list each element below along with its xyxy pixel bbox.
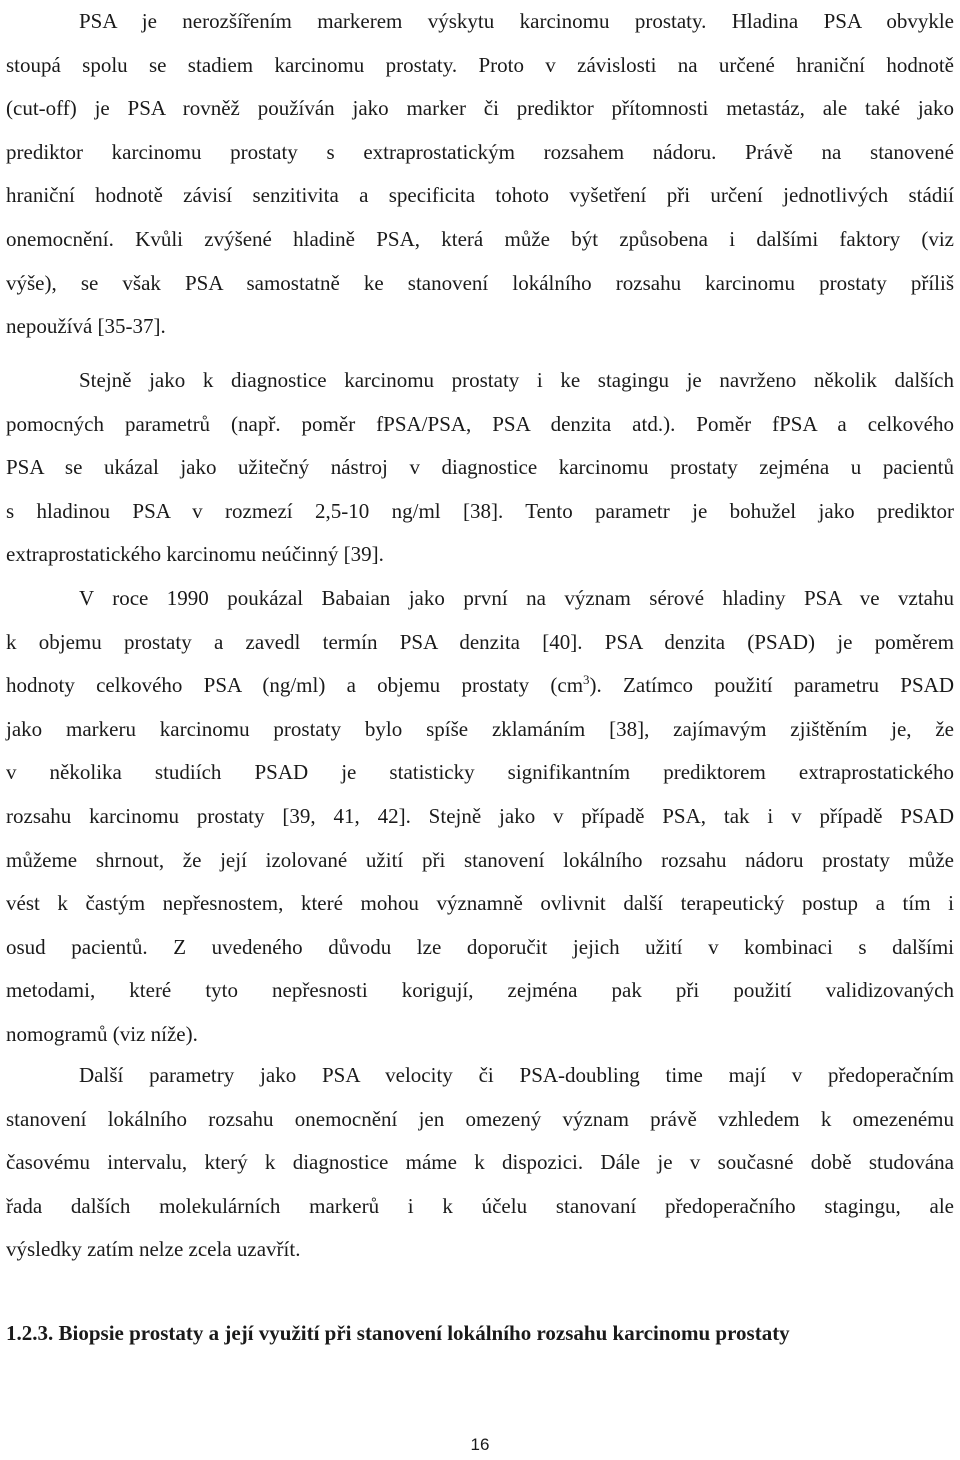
- section-heading: [6, 1318, 790, 1348]
- text-line: Další parametry jako PSA velocity či PSA-doubling time mají v předoperačním: [79, 1063, 954, 1087]
- text-line: nomogramů (viz níže).: [6, 1021, 198, 1046]
- text-line: Stejně jako k diagnostice karcinomu prostaty i ke stagingu je navrženo několik dalších: [79, 368, 954, 392]
- text-line: stoupá spolu se stadiem karcinomu prostaty. Proto v závislosti na určené hraniční hodnotě: [6, 52, 954, 77]
- text-line: řada dalších molekulárních markerů i k účelu stanovaní předoperačního stagingu, ale: [6, 1193, 954, 1218]
- text-line: PSA je nerozšířením markerem výskytu karcinomu prostaty. Hladina PSA obvykle: [79, 9, 954, 33]
- text-line: osud pacientů. Z uvedeného důvodu lze doporučit jejich užití v kombinaci s dalšími: [6, 934, 954, 959]
- text-line: hraniční hodnotě závisí senzitivita a specificita tohoto vyšetření při určení jednotlivých stádií: [6, 183, 954, 208]
- text-fragment: hodnoty celkového PSA (ng/ml) a objemu prostaty (cm: [6, 673, 584, 698]
- text-line: extraprostatického karcinomu neúčinný [39].: [6, 542, 384, 567]
- text-line: rozsahu karcinomu prostaty [39, 41, 42]. Stejně jako v případě PSA, tak i v případě PSAD: [6, 803, 954, 828]
- text-fragment: ). Zatímco použití parametru PSAD: [589, 673, 954, 698]
- text-line: nepoužívá [35-37].: [6, 314, 166, 339]
- text-line: prediktor karcinomu prostaty s extraprostatickým rozsahem nádoru. Právě na stanovené: [6, 139, 954, 164]
- text-line: V roce 1990 poukázal Babaian jako první na význam sérové hladiny PSA ve vztahu: [79, 586, 954, 610]
- section-title: Biopsie prostaty a její využití při stanovení lokálního rozsahu karcinomu prostaty: [58, 1321, 790, 1345]
- text-line: pomocných parametrů (např. poměr fPSA/PSA, PSA denzita atd.). Poměr fPSA a celkového: [6, 411, 954, 436]
- text-line: časovému intervalu, který k diagnostice máme k dispozici. Dále je v současné době studována: [6, 1150, 954, 1175]
- text-line: výše), se však PSA samostatně ke stanovení lokálního rozsahu karcinomu prostaty příliš: [6, 270, 954, 295]
- paragraph-psa-marker: [6, 0, 954, 349]
- text-line: výsledky zatím nelze zcela uzavřít.: [6, 1237, 301, 1262]
- page-number: 16: [470, 1435, 490, 1454]
- superscript: 3: [583, 672, 590, 688]
- text-line: vést k častým nepřesnostem, které mohou významně ovlivnit další terapeutický postup a tím i: [6, 891, 954, 916]
- paragraph-psa-density: [6, 577, 954, 1057]
- text-line: (cut-off) je PSA rovněž používán jako marker či prediktor přítomnosti metastáz, ale také jako: [6, 96, 954, 121]
- text-line: v několika studiích PSAD je statisticky signifikantním prediktorem extraprostatického: [6, 760, 954, 785]
- section-number: 1.2.3.: [6, 1321, 54, 1345]
- text-line: jako markeru karcinomu prostaty bylo spíše zklamáním [38], zajímavým zjištěním je, že: [6, 716, 954, 741]
- text-line: stanovení lokálního rozsahu onemocnění jen omezený význam právě vzhledem k omezenému: [6, 1106, 954, 1131]
- paragraph-staging-parameters: [6, 359, 954, 577]
- paragraph-other-parameters: [6, 1054, 954, 1272]
- text-line: můžeme shrnout, že její izolované užití při stanovení lokálního rozsahu nádoru prostaty může: [6, 847, 954, 872]
- text-line: s hladinou PSA v rozmezí 2,5-10 ng/ml [38]. Tento parametr je bohužel jako prediktor: [6, 498, 954, 523]
- text-line: metodami, které tyto nepřesnosti korigují, zejména pak při použití validizovaných: [6, 978, 954, 1003]
- text-line: [6, 664, 954, 708]
- text-line: k objemu prostaty a zavedl termín PSA denzita [40]. PSA denzita (PSAD) je poměrem: [6, 629, 954, 654]
- text-line: onemocnění. Kvůli zvýšené hladině PSA, která může být způsobena i dalšími faktory (viz: [6, 226, 954, 251]
- text-line: PSA se ukázal jako užitečný nástroj v diagnostice karcinomu prostaty zejména u pacientů: [6, 455, 954, 480]
